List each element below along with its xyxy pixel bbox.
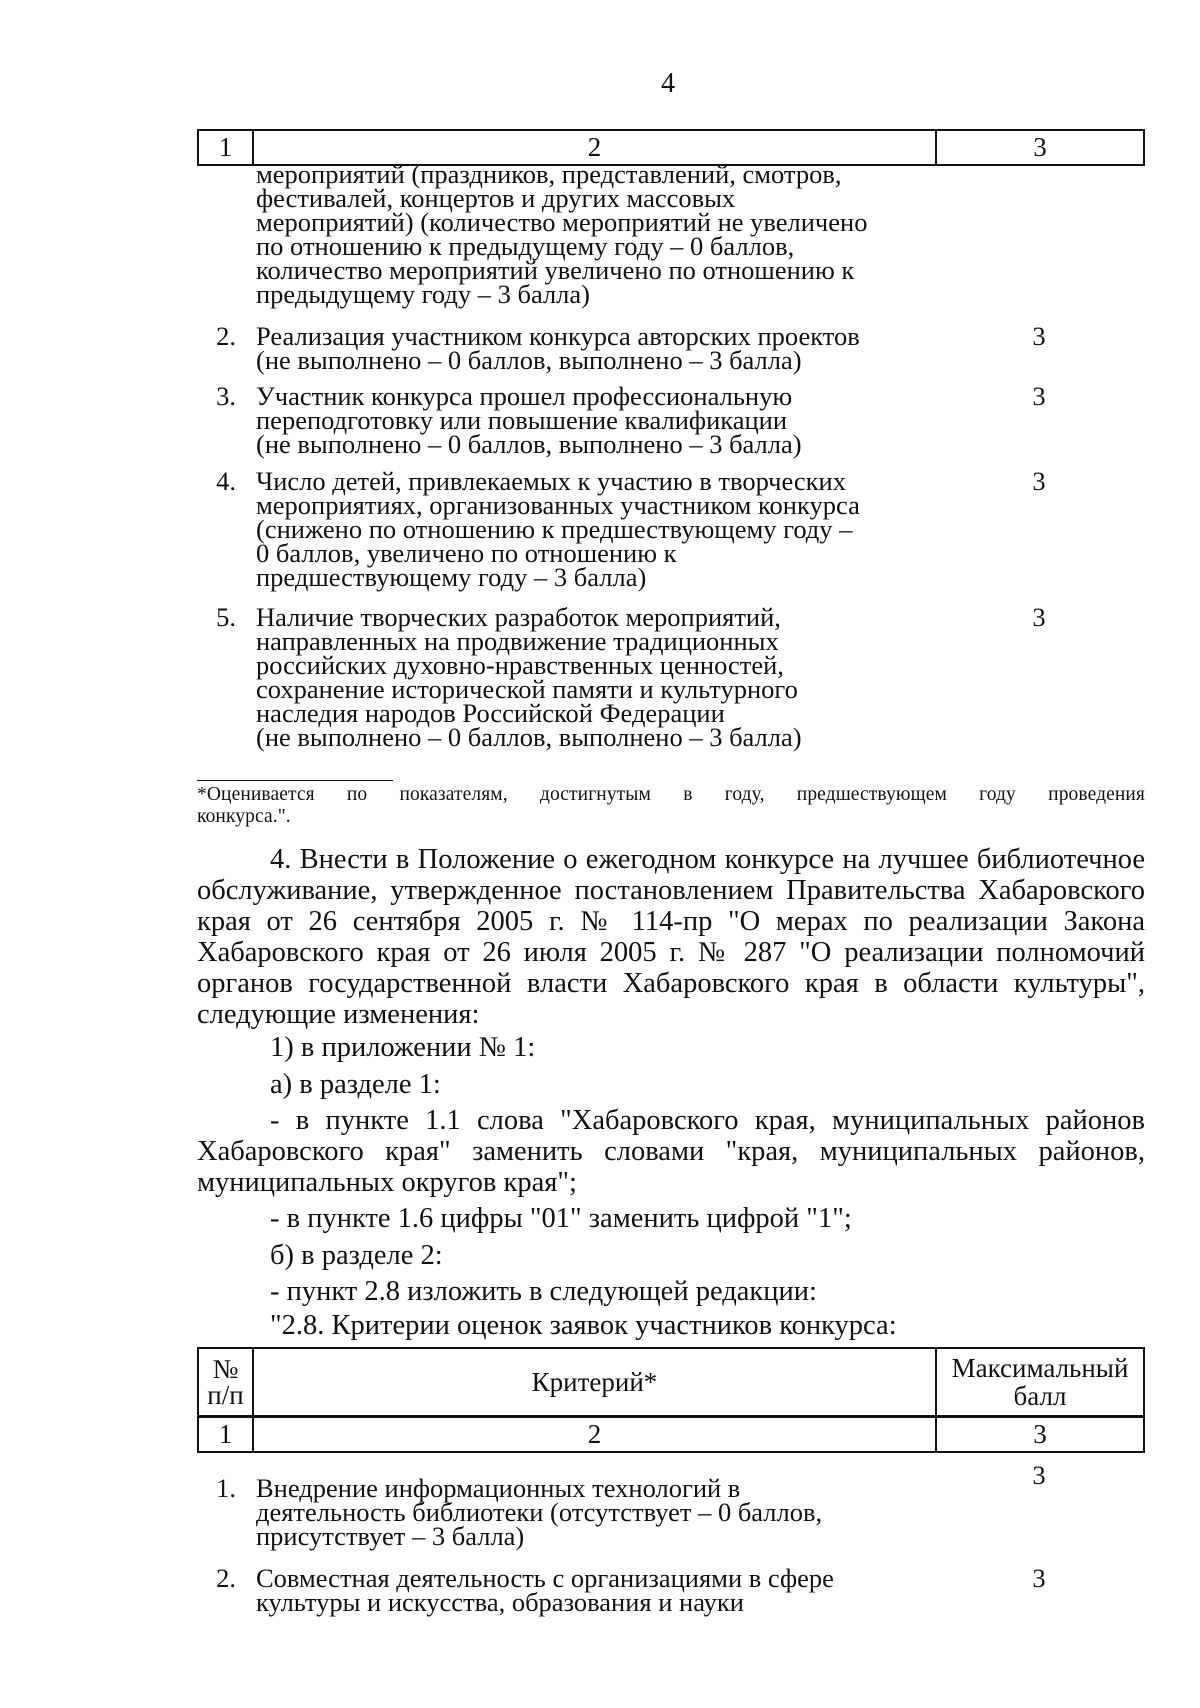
text-line: - в пункте 1.1 слова "Хабаровского края, муниципальных районов [270,1105,1145,1136]
item-1: 1) в приложении № 1: [270,1032,536,1063]
text-line: Внедрение информационных технологий в [256,1473,741,1503]
table2-row-text [256,1563,1036,1617]
text-line: (не выполнено – 0 баллов, выполнено – 3 балла) [256,722,802,752]
text-line: культуры и искусства, образования и науки [256,1587,744,1617]
text-line: фестивалей, концертов и других массовых [256,183,736,213]
table2-subheader-col1: 1 [199,1418,254,1451]
footnote-line: конкурса.". [197,806,291,827]
table1-row-number: 4. [216,466,236,496]
text-line: Хабаровского края" заменить словами "края, муниципальных районов, [197,1136,1145,1167]
table1-row-score: 3 [1032,602,1046,632]
table2-row-text [256,1473,1036,1551]
table2-row-score: 3 [1032,1460,1046,1490]
max-label: Максимальный [951,1353,1129,1383]
paragraph-4 [197,844,1145,1030]
table1-header-col1: 1 [199,131,254,164]
text-line: по отношению к предыдущему году – 0 баллов, [256,231,795,261]
text-line: органов государственной власти Хабаровского края в области культуры", [197,968,1145,999]
item-b: б) в разделе 2: [270,1240,443,1271]
item-a: а) в разделе 1: [270,1069,441,1100]
text-line: (не выполнено – 0 баллов, выполнено – 3 балла) [256,345,802,375]
table2-row-score: 3 [1032,1563,1046,1593]
bullet-2-8: - пункт 2.8 изложить в следующей редакции: [270,1276,817,1307]
bullet-1-6: - в пункте 1.6 цифры "01" заменить цифрой "1"; [270,1203,852,1234]
table2-subheader-col2: 2 [254,1418,937,1451]
table1-row-text [256,381,1036,459]
text-line: Совместная деятельность с организациями в сфере [256,1563,834,1593]
table1-row-score: 3 [1032,466,1046,496]
table2-header-row [197,1347,1145,1417]
quote-2-8: "2.8. Критерии оценок заявок участников конкурса: [270,1310,897,1341]
table2-header-number [199,1349,254,1415]
text-line: наследия народов Российской Федерации [256,698,725,728]
table2-header-criterion: Критерий* [254,1349,937,1415]
table2-row-number: 2. [216,1563,236,1593]
text-line: предшествующему году – 3 балла) [256,562,647,592]
text-line: (не выполнено – 0 баллов, выполнено – 3 балла) [256,429,802,459]
text-line: предыдущему году – 3 балла) [256,279,590,309]
ball-label: балл [1013,1381,1067,1411]
text-line: следующие изменения: [197,999,480,1030]
text-line: муниципальных округов края"; [197,1167,577,1198]
table1-row-text [256,321,1036,375]
text-line: Реализация участником конкурса авторских проектов [256,321,860,351]
table1-row-text [256,466,1036,592]
table2-header-max-score [937,1349,1143,1415]
table1-row-number: 2. [216,321,236,351]
table1-header-col3: 3 [1033,132,1047,162]
text-line: присутствует – 3 балла) [256,1521,525,1551]
table1-row-number: 5. [216,602,236,632]
text-line: российских духовно-нравственных ценностей, [256,650,784,680]
page-number: 4 [661,68,675,99]
text-line: края от 26 сентября 2005 г. № 114-пр "О мерах по реализации Закона [197,906,1145,937]
text-line: Число детей, привлекаемых к участию в творческих [256,466,846,496]
text-line: (снижено по отношению к предшествующему году – [256,514,853,544]
table2-row-number: 1. [216,1473,236,1503]
pp-label: п/п [207,1380,244,1410]
table1-row-number: 3. [216,381,236,411]
table1-row-score: 3 [1032,321,1046,351]
text-line: количество мероприятий увеличено по отношению к [256,255,855,285]
table1-header-col2: 2 [254,131,937,164]
number-sign: № [212,1354,239,1384]
text-line: деятельность библиотеки (отсутствует – 0 баллов, [256,1497,823,1527]
text-line: 4. Внести в Положение о ежегодном конкурсе на лучшее библиотечное [270,844,1145,875]
text-line: обслуживание, утвержденное постановлением Правительства Хабаровского [197,875,1145,906]
table1-row-text [256,602,1036,752]
footnote-line: *Оценивается по показателям, достигнутым в году, предшествующем году проведения [197,784,1145,805]
text-line: переподготовку или повышение квалификации [256,405,788,435]
table1-row-score: 3 [1032,381,1046,411]
text-line: Хабаровского края от 26 июля 2005 г. № 287 "О реализации полномочий [197,937,1145,968]
text-line: мероприятий (праздников, представлений, смотров, [256,159,842,189]
table2-subheader-col3: 3 [1033,1419,1047,1449]
text-line: направленных на продвижение традиционных [256,626,779,656]
text-line: мероприятиях, организованных участником конкурса [256,490,860,520]
footnote [197,784,1145,828]
text-line: 0 баллов, увеличено по отношению к [256,538,677,568]
table1-continuation [256,159,1036,309]
footnote-separator [197,780,393,781]
text-line: сохранение исторической памяти и культурного [256,674,798,704]
bullet-1-1 [197,1105,1145,1198]
text-line: Наличие творческих разработок мероприятий, [256,602,781,632]
text-line: Участник конкурса прошел профессиональную [256,381,793,411]
table2-subheader-row [197,1416,1145,1453]
text-line: мероприятий) (количество мероприятий не увеличено [256,207,868,237]
